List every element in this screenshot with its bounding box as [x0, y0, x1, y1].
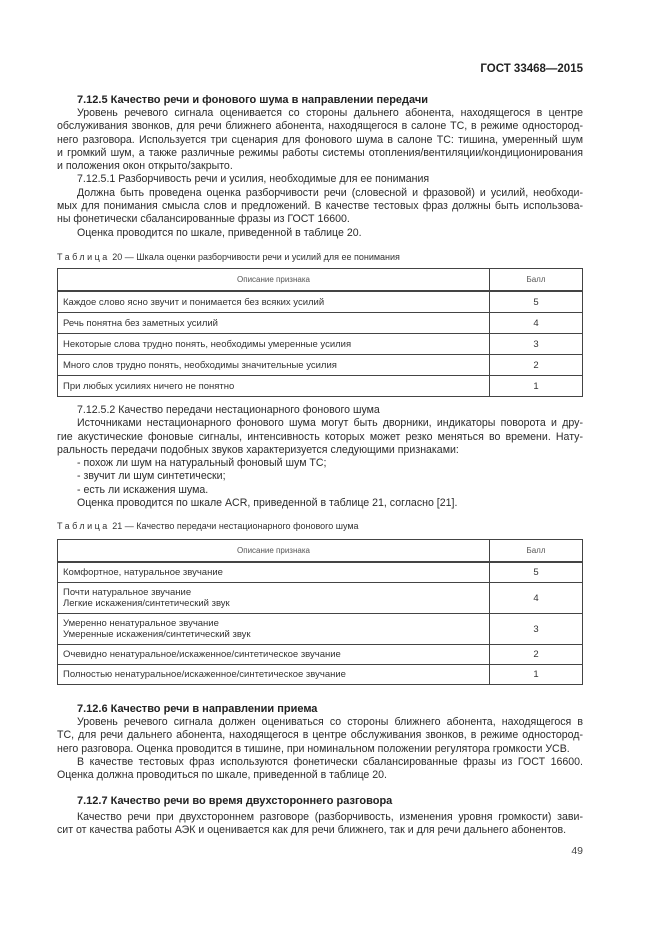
- paragraph: Оценка проводится по шкале, приведенной в таблице 20.: [77, 226, 362, 239]
- paragraph: [57, 417, 583, 457]
- text-line: Оценка должна проводиться по шкале, приведенной в таблице 20.: [57, 769, 387, 782]
- score-cell: 4: [490, 583, 583, 614]
- text-line: гие акустические фоновые сигналы, интенсивность которых может резко меняться во времени. Нату-: [57, 430, 583, 443]
- table-21: [57, 539, 583, 685]
- text-line: Качество речи при двухстороннем разговоре (разборчивость, изменения уровня громкости) зави-: [77, 811, 583, 823]
- table-row: [58, 355, 583, 376]
- table-row: [58, 313, 583, 334]
- section-7-12-6: [57, 702, 583, 782]
- text-line: ральность передачи подобных звуков характеризуется следующими признаками:: [57, 443, 459, 456]
- paragraph: [57, 107, 583, 173]
- cell-line: Почти натуральное звучание: [63, 587, 192, 598]
- bullet-item: - звучит ли шум синтетически;: [77, 470, 226, 483]
- paragraph: [57, 187, 583, 227]
- table-caption: [57, 520, 583, 532]
- table-row: [58, 291, 583, 313]
- text-line: Уровень речевого сигнала должен оцениваться со стороны ближнего абонента, находящегося в: [77, 716, 583, 728]
- text-line: него разговора. Используется три сценария для фонового шума в салоне ТС: тишина, умеренный шум: [57, 133, 583, 146]
- text-line: и положения окон открыто/закрыто.: [57, 160, 233, 173]
- score-cell: 1: [490, 376, 583, 397]
- caption-text: 20 — Шкала оценки разборчивости речи и усилий для ее понимания: [109, 252, 400, 262]
- cell-line: Комфортное, натуральное звучание: [63, 567, 223, 578]
- text-line: ны фонетически сбалансированные фразы из ГОСТ 16600.: [57, 213, 350, 226]
- description-cell: Речь понятна без заметных усилий: [58, 313, 490, 334]
- text-line: обслуживания звонков, для речи ближнего абонента, находящегося в салоне ТС, в режиме одностород-: [57, 120, 583, 133]
- score-cell: 3: [490, 334, 583, 355]
- score-cell: 1: [490, 665, 583, 685]
- table-caption: [57, 251, 583, 263]
- table-row: [58, 562, 583, 583]
- text-line: сит от качества работы АЭК и оценивается как для речи ближнего, так и для речи дальнего абонентов.: [57, 824, 567, 837]
- text-line: него разговора. Оценка проводится в тишине, при номинальном положении регулятора громкости УСВ.: [57, 742, 570, 755]
- description-cell: При любых усилиях ничего не понятно: [58, 376, 490, 397]
- section-7-12-7: [57, 794, 583, 838]
- description-cell: [58, 562, 490, 583]
- subsection-heading: 7.12.5.2 Качество передачи нестационарного фонового шума: [77, 404, 380, 416]
- table-row: [58, 614, 583, 645]
- caption-label: Таблица: [57, 252, 110, 262]
- score-cell: 2: [490, 645, 583, 665]
- cell-line: Полностью ненатуральное/искаженное/синтетическое звучание: [63, 669, 346, 680]
- column-header: Описание признака: [58, 540, 490, 563]
- cell-line: Умеренно ненатуральное звучание: [63, 618, 219, 629]
- bullet-item: - похож ли шум на натуральный фоновый шум ТС;: [77, 457, 327, 470]
- bullet-list: [57, 457, 583, 497]
- table-row: [58, 583, 583, 614]
- subsection-heading: 7.12.5.1 Разборчивость речи и усилия, необходимые для ее понимания: [77, 173, 430, 186]
- score-cell: 5: [490, 291, 583, 313]
- description-cell: [58, 645, 490, 665]
- score-cell: 5: [490, 562, 583, 583]
- section-heading: 7.12.7 Качество речи во время двухстороннего разговора: [77, 795, 393, 807]
- document-id-header: ГОСТ 33468—2015: [480, 63, 583, 75]
- table-row: [58, 665, 583, 685]
- section-7-12-5: [57, 93, 583, 240]
- text-line: В качестве тестовых фраз используются фонетически сбалансированные фразы из ГОСТ 16600.: [77, 755, 583, 768]
- text-line: Источниками нестационарного фонового шума могут быть дворники, индикаторы поворота и дру-: [77, 417, 583, 430]
- paragraph: [57, 756, 583, 783]
- description-cell: Много слов трудно понять, необходимы значительные усилия: [58, 355, 490, 376]
- description-cell: [58, 614, 490, 645]
- table-row: [58, 334, 583, 355]
- caption-label: Таблица: [57, 521, 110, 531]
- score-cell: 4: [490, 313, 583, 334]
- description-cell: [58, 665, 490, 685]
- page-number: 49: [571, 845, 583, 857]
- section-heading: 7.12.5 Качество речи и фонового шума в направлении передачи: [77, 94, 429, 106]
- description-cell: Некоторые слова трудно понять, необходимы умеренные усилия: [58, 334, 490, 355]
- text-line: ТС, для речи дальнего абонента, находящегося в центре обслуживания звонков, в режиме одностород-: [57, 729, 583, 742]
- table-row: [58, 645, 583, 665]
- table-row: [58, 376, 583, 397]
- section-heading: 7.12.6 Качество речи в направлении приема: [77, 703, 318, 715]
- paragraph: [57, 716, 583, 756]
- cell-line: Очевидно ненатуральное/искаженное/синтетическое звучание: [63, 649, 341, 660]
- table-21-block: [57, 520, 583, 685]
- text-line: Уровень речевого сигнала оценивается со стороны дальнего абонента, находящегося в центре: [77, 107, 583, 119]
- score-cell: 2: [490, 355, 583, 376]
- column-header: Описание признака: [58, 269, 490, 292]
- section-7-12-5-2: [57, 404, 583, 510]
- description-cell: Каждое слово ясно звучит и понимается без всяких усилий: [58, 291, 490, 313]
- text-line: мых для понимания смысла слов и предложений. В качестве тестовых фраз должны быть использова-: [57, 200, 583, 213]
- text-line: и громкий шум, а также различные режимы работы системы отопления/вентиляции/кондиционирования: [57, 146, 583, 159]
- column-header: Балл: [490, 269, 583, 292]
- score-cell: 3: [490, 614, 583, 645]
- column-header: Балл: [490, 540, 583, 563]
- paragraph: [57, 811, 583, 838]
- cell-line: Легкие искажения/синтетический звук: [63, 598, 230, 609]
- table-20-block: [57, 251, 583, 397]
- caption-text: 21 — Качество передачи нестационарного фонового шума: [109, 521, 359, 531]
- paragraph: Оценка проводится по шкале ACR, приведенной в таблице 21, согласно [21].: [77, 497, 458, 510]
- table-20: [57, 268, 583, 397]
- bullet-item: - есть ли искажения шума.: [77, 483, 209, 496]
- description-cell: [58, 583, 490, 614]
- text-line: Должна быть проведена оценка разборчивости речи (словесной и фразовой) и усилий, необходи-: [77, 186, 583, 199]
- cell-line: Умеренные искажения/синтетический звук: [63, 629, 251, 640]
